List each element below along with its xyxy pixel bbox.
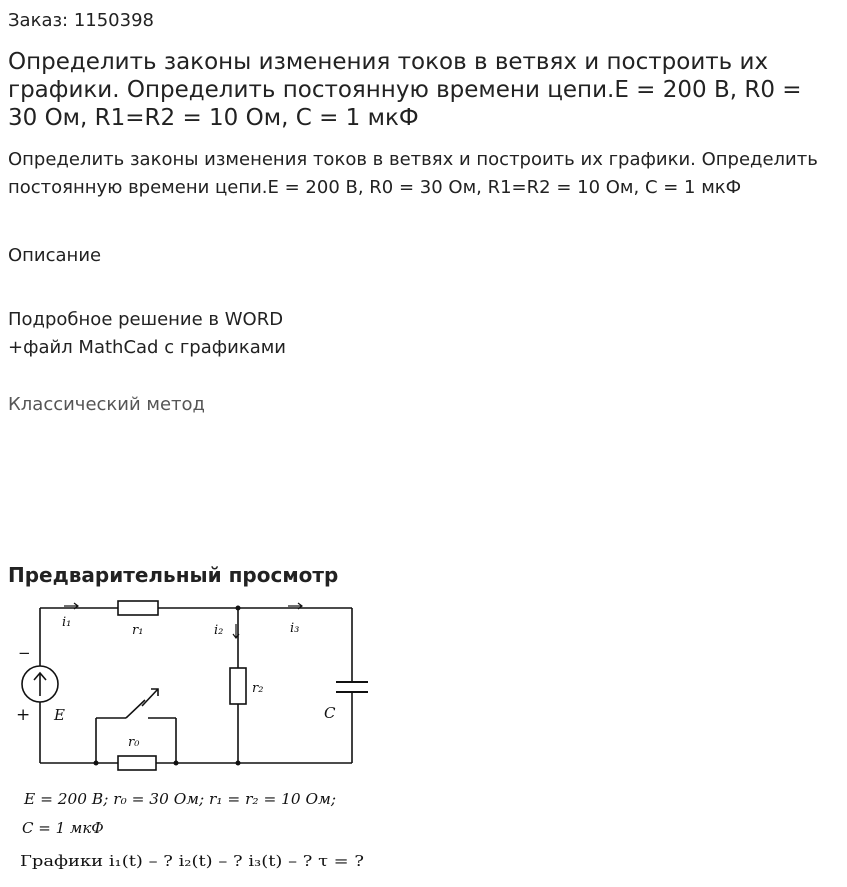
capacitor-symbol <box>336 682 368 692</box>
preview-heading: Предварительный просмотр <box>8 563 339 587</box>
given-line-2: C = 1 мкФ <box>22 819 104 837</box>
resistor-r2-symbol <box>230 668 246 704</box>
circuit-preview-image <box>8 596 380 882</box>
label-i1: i₁ <box>62 615 72 630</box>
description-heading: Описание <box>8 245 102 266</box>
label-E: E <box>54 706 65 724</box>
label-r2: r₂ <box>252 681 264 696</box>
description-line-mathcad: +файл MathCad с графиками <box>8 337 286 358</box>
given-line-1: E = 200 B; r₀ = 30 Ом; r₁ = r₂ = 10 Ом; <box>22 790 336 808</box>
task-summary: Определить законы изменения токов в ветвях и построить их графики. Определить постоянную времени цепи.E = 200 В, R0 = 30 Ом, R1=R2 = 10 Ом, C = 1 мкФ <box>8 149 818 198</box>
resistor-r0-symbol <box>118 756 156 770</box>
page-title: Определить законы изменения токов в ветвях и построить их графики. Определить постоянную времени цепи.E = 200 В, R0 = 30 Ом, R1=R2 = 10 Ом, C = 1 мкФ <box>8 49 802 131</box>
label-C: C <box>324 704 336 722</box>
label-r1: r₁ <box>132 623 144 638</box>
resistor-r1-symbol <box>118 601 158 615</box>
circuit-wires <box>40 608 352 763</box>
label-i3: i₃ <box>290 621 300 636</box>
label-plus: + <box>16 705 31 725</box>
label-minus: − <box>18 644 31 662</box>
switch-symbol <box>126 689 158 718</box>
label-r0: r₀ <box>128 735 140 750</box>
order-number: Заказ: 1150398 <box>8 10 154 31</box>
description-line-word: Подробное решение в WORD <box>8 309 284 330</box>
label-i2: i₂ <box>214 623 224 638</box>
source-symbol <box>22 666 58 702</box>
description-method: Классический метод <box>8 394 205 415</box>
given-line-3: Графики i₁(t) – ? i₂(t) – ? i₃(t) – ? τ = ? <box>20 852 365 870</box>
